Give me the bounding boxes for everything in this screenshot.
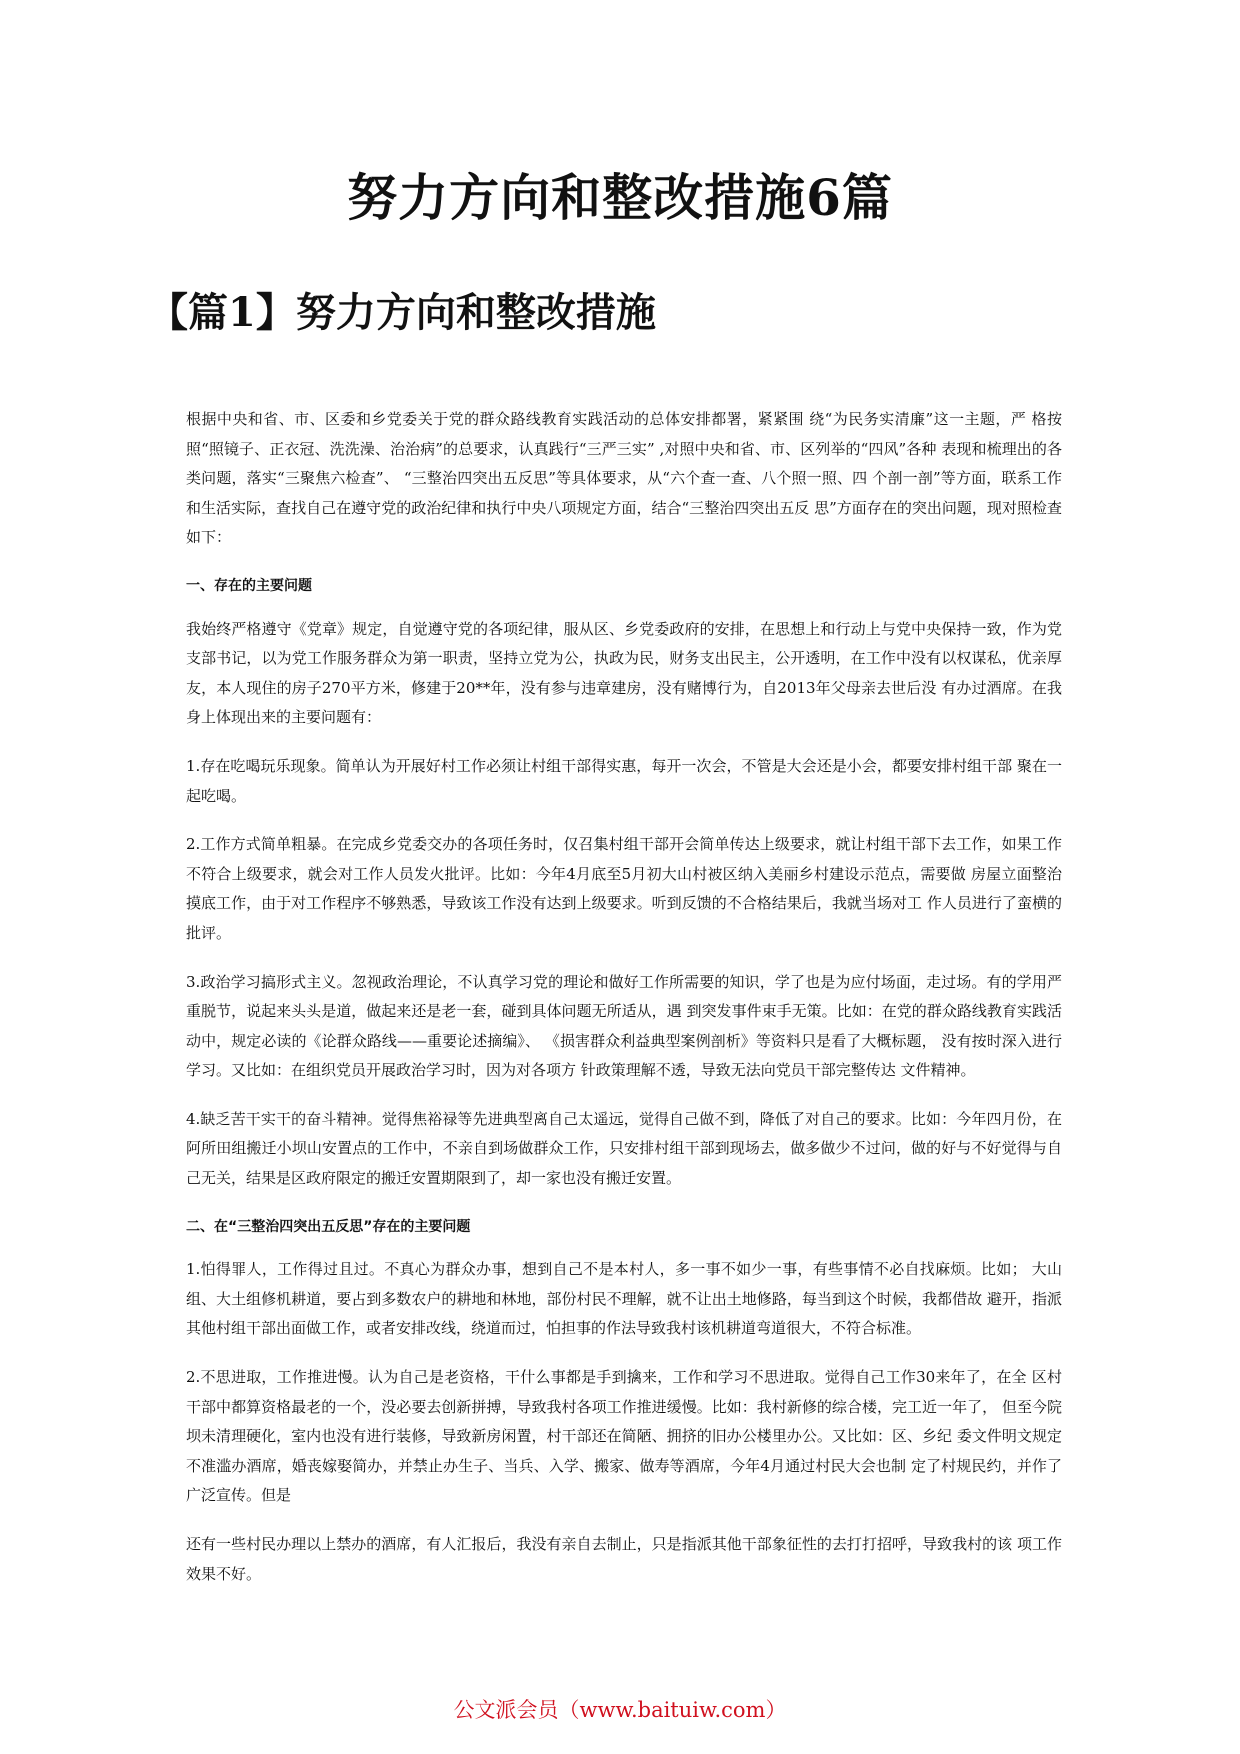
footer-watermark: 公文派会员（www.baituiw.com） [453,1698,787,1722]
subheading-main-problems: 一、存在的主要问题 [186,577,312,594]
problem-item-4: 4.缺乏苦干实干的奋斗精神。觉得焦裕禄等先进典型离自己太遥远，觉得自己做不到，降低了对自己的要求。比如：今年四月份，在阿所田组搬迁小坝山安置点的工作中，不亲自到场做群众工作，只安排村组干部到现场去，做多做少不过问，做的好与不好觉得与自己无关，结果是区政府限定的搬迁安置期限到了，却一家也没有搬迁安置。 [186,1109,1062,1188]
document-title: 努力方向和整改措施6篇 [347,168,893,227]
section-heading: 【篇1】努力方向和整改措施 [148,289,656,336]
document-body [186,405,1062,1608]
paragraph-self-assessment: 我始终严格遵守《党章》规定，自觉遵守党的各项纪律，服从区、乡党委政府的安排，在思想上和行动上与党中央保持一致，作为党支部书记，以为党工作服务群众为第一职责，坚持立党为公，执政为民，财务支出民主，公开透明，在工作中没有以权谋私，优亲厚友，本人现住的房子270平方米，修建于20**年，没有参与违章建房，没有赌博行为，自2013年父母亲去世后没 有办过酒席。在我身上体现出来的主要问题有： [186,619,1062,727]
subheading-rectification-problems: 二、在“三整治四突出五反思”存在的主要问题 [186,1218,471,1235]
problem-item-2: 2.工作方式简单粗暴。在完成乡党委交办的各项任务时，仅召集村组干部开会简单传达上级要求，就让村组干部下去工作，如果工作不符合上级要求，就会对工作人员发火批评。比如：今年4月底至5月初大山村被区纳入美丽乡村建设示范点，需要做 房屋立面整治摸底工作，由于对工作程序不够熟悉，导致该工作没有达到上级要求。听到反馈的不合格结果后，我就当场对工 作人员进行了蛮横的批评。 [186,835,1062,942]
problem-item-1: 1.存在吃喝玩乐现象。简单认为开展好村工作必须让村组干部得实惠，每开一次会，不管是大会还是小会，都要安排村组干部 聚在一起吃喝。 [186,756,1062,805]
problem-item-7: 还有一些村民办理以上禁办的酒席，有人汇报后，我没有亲自去制止，只是指派其他干部象征性的去打打招呼，导致我村的该 项工作效果不好。 [186,1535,1062,1583]
problem-item-3: 3.政治学习搞形式主义。忽视政治理论，不认真学习党的理论和做好工作所需要的知识，学了也是为应付场面，走过场。有的学用严重脱节，说起来头头是道，做起来还是老一套，碰到具体问题无所适从，遇 到突发事件束手无策。比如：在党的群众路线教育实践活动中，规定必读的《论群众路线——重要论述摘编》、 《损害群众利益典型案例剖析》等资料只是看了大概标题， 没有按时深入进行学习。又比如：在组织党员开展政治学习时，因为对各项方 针政策理解不透，导致无法向党员干部完整传达 文件精神。 [186,972,1062,1080]
intro-paragraph: 根据中央和省、市、区委和乡党委关于党的群众路线教育实践活动的总体安排都署，紧紧围 绕“为民务实清廉”这一主题，严 格按照“照镜子、正衣冠、洗洗澡、治治病”的总要求，认真践行“三严三实” ,对照中央和省、市、区列举的“四风”各种 表现和梳理出的各类问题，落实“三聚焦六检查”、 “三整治四突出五反思”等具体要求，从“六个查一查、八个照一照、四 个剖一剖”等方面，联系工作和生活实际，查找自己在遵守党的政治纪律和执行中央八项规定方面，结合“三整治四突出五反 思”方面存在的突出问题，现对照检查如下： [186,410,1062,547]
problem-item-6: 2.不思进取，工作推进慢。认为自己是老资格，干什么事都是手到擒来，工作和学习不思进取。觉得自己工作30来年了，在全 区村干部中都算资格最老的一个，没必要去创新拼搏，导致我村各项工作推进缓慢。比如：我村新修的综合楼，完工近一年了， 但至今院坝未清理硬化，室内也没有进行装修，导致新房闲置，村干部还在简陋、拥挤的旧办公楼里办公。又比如：区、乡纪 委文件明文规定不准滥办酒席，婚丧嫁娶简办，并禁止办生子、当兵、入学、搬家、做寿等酒席，今年4月通过村民大会也制 定了村规民约，并作了广泛宣传。但是 [186,1368,1062,1505]
problem-item-5: 1.怕得罪人，工作得过且过。不真心为群众办事，想到自己不是本村人，多一事不如少一事，有些事情不必自找麻烦。比如； 大山组、大土组修机耕道，要占到多数农户的耕地和林地，部份村民不理解，就不让出土地修路，每当到这个时候，我都借故 避开，指派其他村组干部出面做工作，或者安排改线，绕道而过，怕担事的作法导致我村该机耕道弯道很大，不符合标准。 [186,1260,1062,1338]
